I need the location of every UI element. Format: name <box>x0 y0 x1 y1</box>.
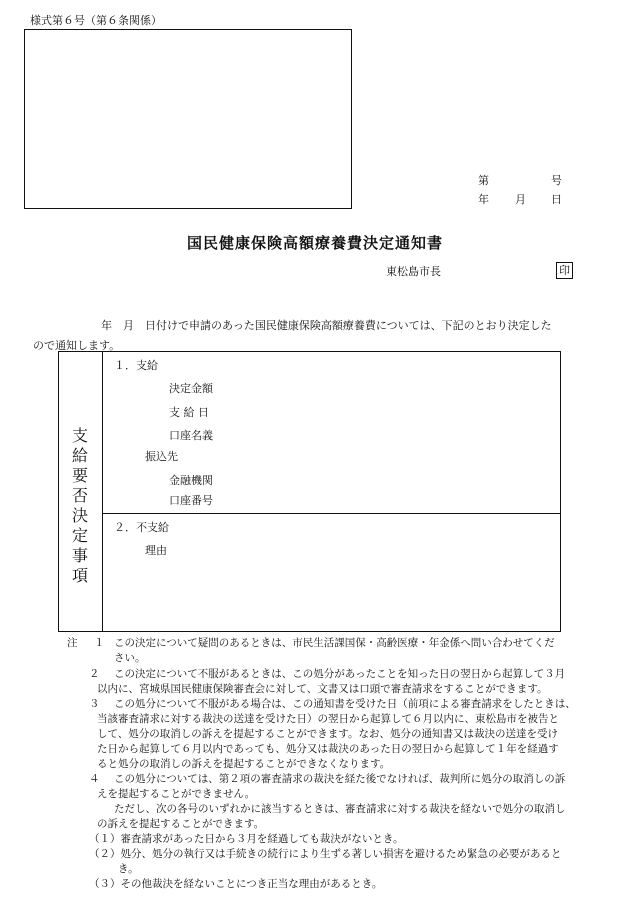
note-4-line2: えを提起することができません。 <box>97 788 256 800</box>
decided-amount-label: 決定金額 <box>169 382 213 395</box>
note-2-number: ２ <box>89 668 100 680</box>
seal-mark: 印 <box>556 262 573 279</box>
note-3-line4: た日から起算して６月以内であっても、処分又は裁決のあった日の翌日から起算して１年を経過す <box>97 743 559 755</box>
decision-label-column <box>58 351 103 632</box>
note-4-line4: の訴えを提起することができます。 <box>97 818 265 830</box>
form-number: 様式第６号（第６条関係） <box>30 14 162 27</box>
note-1-number: １ <box>94 637 105 649</box>
notes-prefix: 注 <box>67 637 78 649</box>
note-3-line1: この処分について不服がある場合は、この通知書を受けた日（前項による審査請求をしたときは、 <box>114 698 576 710</box>
note-3-line3: して、処分の取消しの訴えを提起することができます。なお、処分の通知書又は裁決の送達を受け <box>97 728 558 740</box>
section-label: 支給要否決定事項 <box>71 426 88 585</box>
intro-text-line2: ので通知します。 <box>33 339 121 352</box>
account-holder-label: 口座名義 <box>169 429 213 442</box>
doc-number-suffix: 号 <box>551 174 562 187</box>
decision-table <box>58 351 561 632</box>
note-4-line1: この処分については、第２項の審査請求の裁決を経た後でなければ、裁判所に処分の取消しの訴 <box>114 773 566 785</box>
note-1-line2: さい。 <box>114 652 146 664</box>
non-payment-heading: ２．不支給 <box>114 521 169 534</box>
note-1-line1: この決定について疑問のあるときは、市民生活課国保・高齢医療・年金係へ問い合わせてくだ <box>114 637 555 649</box>
doc-number-prefix: 第 <box>478 174 489 187</box>
date-month: 月 <box>515 193 526 206</box>
sub-item-2-line1: （２）処分、処分の執行又は手続きの続行により生ずる著しい損害を避けるため緊急の必要があると <box>89 848 562 860</box>
payment-heading: １．支給 <box>114 359 158 372</box>
document-title: 国民健康保険高額療養費決定通知書 <box>186 234 443 252</box>
table-divider <box>103 513 561 514</box>
sub-item-2-line2: き。 <box>118 863 139 875</box>
note-2-line2: 以内に、宮城県国民健康保険審査会に対して、文書又は口頭で審査請求をすることができます。 <box>97 683 548 695</box>
address-window-box <box>24 29 352 209</box>
date-day: 日 <box>551 193 562 206</box>
payment-date-label: 支 給 日 <box>169 406 209 419</box>
note-2-line1: この決定について不服があるときは、この処分があったことを知った日の翌日から起算して３月 <box>114 668 566 680</box>
note-3-line5: ると処分の取消しの訴えを提起することができなくなります。 <box>97 758 391 770</box>
account-number-label: 口座番号 <box>169 494 213 507</box>
sub-item-1: （１）審査請求があった日から３月を経過しても裁決がないとき。 <box>89 833 404 845</box>
note-3-number: ３ <box>89 698 100 710</box>
note-4-number: ４ <box>89 773 100 785</box>
issuer-name: 東松島市長 <box>386 265 441 278</box>
non-payment-reason-label: 理由 <box>145 544 167 557</box>
date-year: 年 <box>478 193 489 206</box>
transfer-to-label: 振込先 <box>145 450 178 463</box>
note-3-line2: 当該審査請求に対する裁決の送達を受けた日）の翌日から起算して６月以内に、東松島市を被告と <box>97 713 559 725</box>
sub-item-3: （３）その他裁決を経ないことにつき正当な理由があるとき。 <box>89 878 383 890</box>
intro-text-line1: 年 月 日付けで申請のあった国民健康保険高額療養費については、下記のとおり決定した <box>101 319 552 332</box>
note-4-line3: ただし、次の各号のいずれかに該当するときは、審査請求に対する裁決を経ないで処分の取消し <box>114 803 566 815</box>
institution-label: 金融機関 <box>169 474 213 487</box>
